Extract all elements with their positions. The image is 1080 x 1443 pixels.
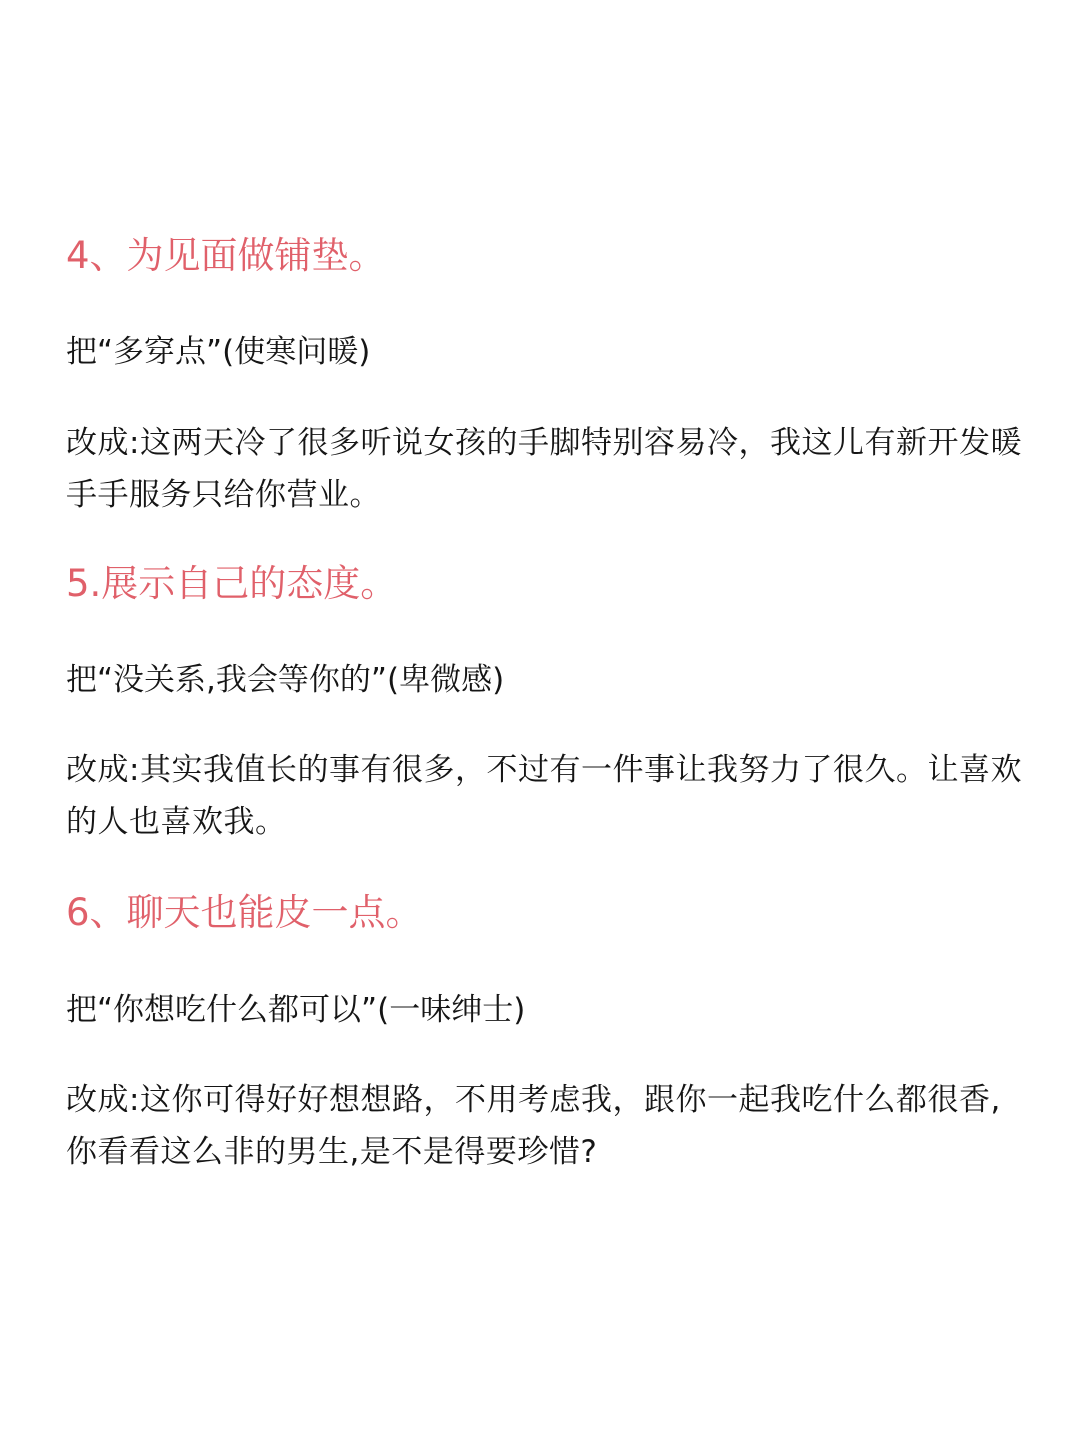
before-phrase: 把“没关系,我会等你的”(卑微感) xyxy=(66,662,505,698)
section-heading: 6、聊天也能皮一点。 xyxy=(66,891,423,934)
section-heading: 4、为见面做铺垫。 xyxy=(66,234,386,277)
after-phrase: 改成:这你可得好好想想路，不用考虑我，跟你一起我吃什么都很香,你看看这么非的男生,是不是得要珍惜? xyxy=(66,1082,1001,1170)
after-phrase: 改成:其实我值长的事有很多，不过有一件事让我努力了很久。让喜欢的人也喜欢我。 xyxy=(66,752,1022,840)
before-phrase: 把“你想吃什么都可以”(一味绅士) xyxy=(66,992,526,1028)
before-phrase: 把“多穿点”(使寒问暖) xyxy=(66,334,371,370)
section-heading: 5.展示自己的态度。 xyxy=(66,562,398,605)
after-phrase: 改成:这两天冷了很多听说女孩的手脚特别容易冷，我这儿有新开发暖手手服务只给你营业。 xyxy=(66,425,1022,513)
